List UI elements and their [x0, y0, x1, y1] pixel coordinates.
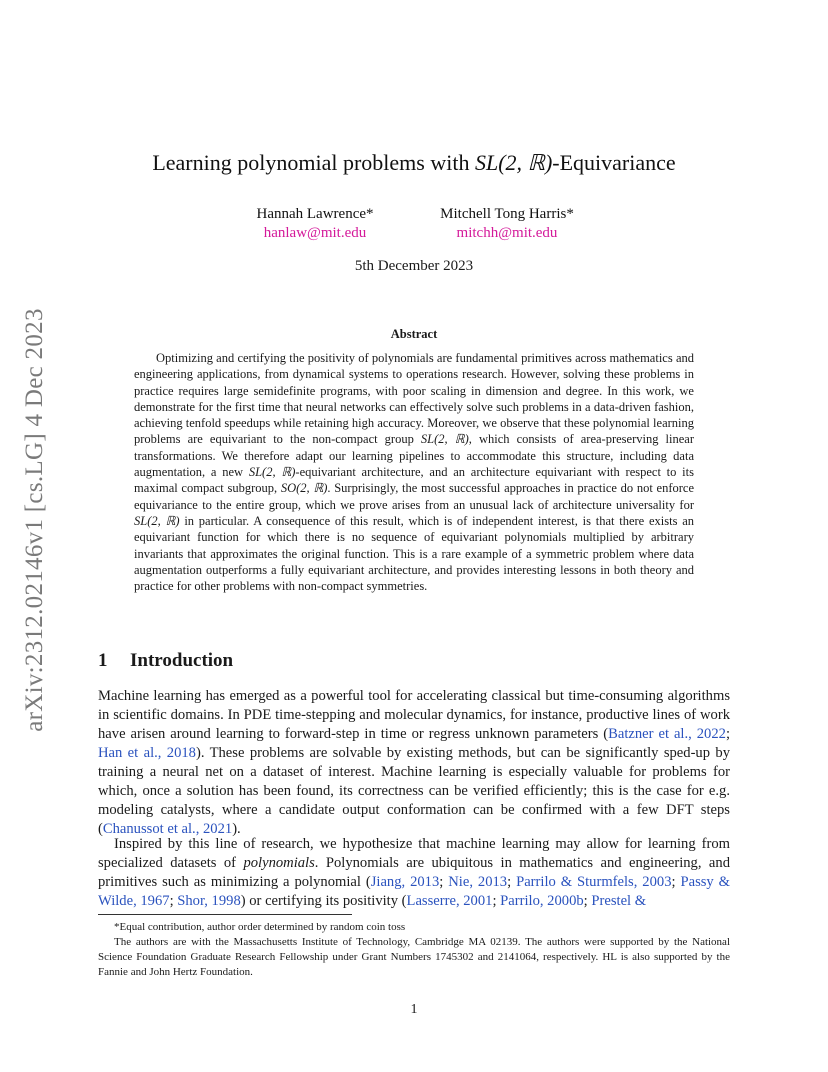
- citation-link[interactable]: Parrilo, 2000b: [500, 893, 584, 909]
- citation-link[interactable]: Parrilo & Sturmfels, 2003: [516, 874, 672, 890]
- arxiv-identifier-text: arXiv:2312.02146v1 [cs.LG] 4 Dec 2023: [21, 308, 49, 732]
- author-block-1: [230, 206, 400, 242]
- footnotes: [98, 920, 730, 980]
- title-prefix: Learning polynomial problems with: [152, 150, 475, 175]
- author-name: Mitchell Tong Harris*: [440, 206, 574, 222]
- title-suffix: -Equivariance: [552, 150, 676, 175]
- footnote-divider: [98, 914, 352, 915]
- footnote-equal-contribution: *Equal contribution, author order determined by random coin toss: [114, 921, 406, 933]
- citation-link[interactable]: Prestel &: [591, 893, 647, 909]
- citation-link[interactable]: Lasserre, 2001: [406, 893, 493, 909]
- citation-link[interactable]: Chanussot et al., 2021: [102, 821, 233, 837]
- page-number: 1: [410, 1002, 418, 1017]
- author-email-link[interactable]: mitchh@mit.edu: [456, 225, 558, 241]
- citation-link[interactable]: Shor, 1998: [177, 893, 241, 909]
- abstract-body: Optimizing and certifying the positivity of polynomials are fundamental primitives across mathematics and engineering applications, from dynamical systems to operations research. However, solving these problems in practice requires large semidefinite programs, with poor scaling in dimension and degree. In this work, we demonstrate for the first time that neural networks can effectively solve such problems in a data-driven fashion, achieving tenfold speedups while retaining high accuracy. Moreover, we observe that these polynomial learning problems are equivariant to the non-compact group SL(2, ℝ), which consists of area-preserving linear transformations. We therefore adapt our learning pipelines to accommodate this structure, including data augmentation, a new SL(2, ℝ)-equivariant architecture, and an architecture equivariant with respect to its maximal compact subgroup, SO(2, ℝ). Surprisingly, the most successful approaches in practice do not enforce equivariance to the entire group, which we prove arises from an unusual lack of architecture universality for SL(2, ℝ) in particular. A consequence of this result, which is of independent interest, is that there exists an equivariant function for which there is no sequence of equivariant polynomials multiplied by arbitrary invariants that approximates the original function. This is a rare example of a symmetric problem where data augmentation outperforms a fully equivariant architecture, and provides interesting lessons in both theory and practice for other problems with non-compact symmetries.: [134, 351, 694, 594]
- title-math: SL(2, ℝ): [474, 150, 553, 175]
- citation-link[interactable]: Nie, 2013: [448, 874, 508, 890]
- citation-link[interactable]: Passy & Wilde, 1967: [98, 874, 731, 909]
- citation-link[interactable]: Jiang, 2013: [370, 874, 440, 890]
- author-block-2: [412, 206, 602, 242]
- abstract-heading: Abstract: [390, 327, 438, 341]
- section-title: Introduction: [130, 650, 234, 671]
- paper-title: [0, 150, 828, 176]
- publication-date: 5th December 2023: [354, 258, 474, 274]
- citation-link[interactable]: Han et al., 2018: [98, 745, 196, 761]
- intro-paragraph-1: Machine learning has emerged as a powerful tool for accelerating classical but time-consuming algorithms in scientific domains. In PDE time-stepping and molecular dynamics, for instance, productive lines of work have arisen around learning to forward-step in time or regress unknown parameters (Batzner et al., 2022; Han et al., 2018). These problems are solvable by existing methods, but can be significantly sped-up by training a neural net on a dataset of interest. Machine learning is especially valuable for problems for which, once a solution has been found, its correctness can be verified efficiently; this is the case for e.g. modeling catalysts, where a candidate output conformation can be confirmed with a few DFT steps (Chanussot et al., 2021).: [98, 688, 730, 837]
- section-number: 1: [98, 650, 108, 671]
- arxiv-identifier-stamp: [10, 290, 60, 750]
- author-name: Hannah Lawrence*: [256, 206, 374, 222]
- citation-link[interactable]: Batzner et al., 2022: [608, 726, 726, 742]
- footnote-affiliation: The authors are with the Massachusetts Institute of Technology, Cambridge MA 02139. The authors were supported by the National Science Foundation Graduate Research Fellowship under Grant Numbers 1745302 and 2141064, respectively. HL is also supported by the Fannie and John Hertz Foundation.: [98, 936, 730, 978]
- section-heading-introduction: [98, 650, 233, 672]
- author-email-link[interactable]: hanlaw@mit.edu: [263, 225, 367, 241]
- intro-paragraph-2: Inspired by this line of research, we hypothesize that machine learning may allow for learning from specialized datasets of polynomials. Polynomials are ubiquitous in mathematics and engineering, and primitives such as minimizing a polynomial (Jiang, 2013; Nie, 2013; Parrilo & Sturmfels, 2003; Passy & Wilde, 1967; Shor, 1998) or certifying its positivity (Lasserre, 2001; Parrilo, 2000b; Prestel &: [98, 836, 731, 909]
